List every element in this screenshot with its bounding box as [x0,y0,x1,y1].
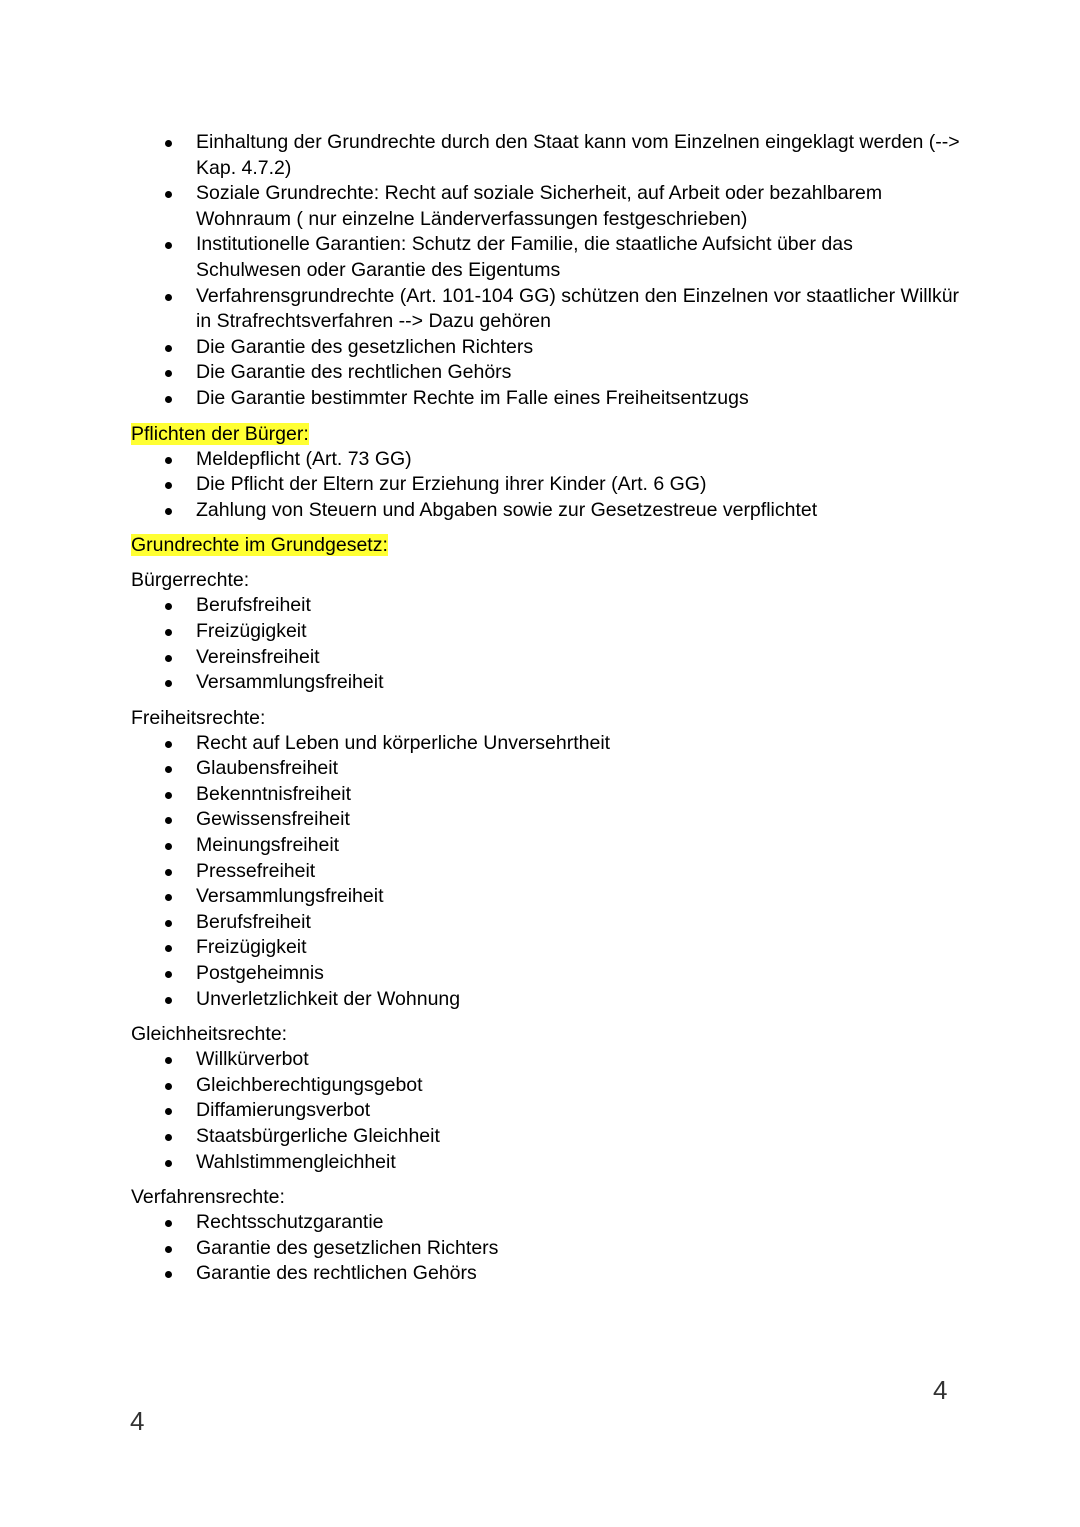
bullet-icon [165,1220,172,1227]
bullet-icon [165,680,172,687]
list-item: Freizügigkeit [131,935,961,961]
bullet-icon [165,603,172,610]
bullet-icon [165,817,172,824]
bullet-icon [165,971,172,978]
list-item: Die Garantie bestimmter Rechte im Falle eines Freiheitsentzugs [131,386,961,412]
bullet-icon [165,894,172,901]
bullet-icon [165,1246,172,1253]
page-number-left: 4 [130,1406,145,1436]
list-item: Einhaltung der Grundrechte durch den Staat kann vom Einzelnen eingeklagt werden (--> Kap. 4.7.2) [131,130,961,181]
procedural-rights-heading: Verfahrensrechte: [131,1186,285,1209]
list-item: Staatsbürgerliche Gleichheit [131,1124,961,1150]
list-item: Versammlungsfreiheit [131,884,961,910]
bullet-icon [165,482,172,489]
freedom-rights-list [131,731,961,1013]
page-number-right: 4 [933,1375,948,1405]
bullet-icon [165,345,172,352]
bullet-icon [165,629,172,636]
list-item: Institutionelle Garantien: Schutz der Familie, die staatliche Aufsicht über das Schulwesen oder Garantie des Eigentums [131,232,961,283]
list-item: Garantie des gesetzlichen Richters [131,1236,961,1262]
list-item: Bekenntnisfreiheit [131,782,961,808]
list-item: Garantie des rechtlichen Gehörs [131,1261,961,1287]
bullet-icon [165,655,172,662]
list-item: Meldepflicht (Art. 73 GG) [131,447,961,473]
bullet-icon [165,457,172,464]
list-item: Soziale Grundrechte: Recht auf soziale Sicherheit, auf Arbeit oder bezahlbarem Wohnraum ( nur einzelne Länderverfassungen festgeschrieben) [131,181,961,232]
equality-rights-list [131,1047,961,1175]
intro-list [131,130,961,412]
equality-rights-heading: Gleichheitsrechte: [131,1023,288,1046]
bullet-icon [165,741,172,748]
list-item: Die Garantie des rechtlichen Gehörs [131,360,961,386]
list-item: Unverletzlichkeit der Wohnung [131,987,961,1013]
list-item: Berufsfreiheit [131,910,961,936]
bullet-icon [165,191,172,198]
citizen-rights-list [131,593,961,695]
list-item: Recht auf Leben und körperliche Unversehrtheit [131,731,961,757]
bullet-icon [165,1083,172,1090]
list-item: Freizügigkeit [131,619,961,645]
list-item: Postgeheimnis [131,961,961,987]
bullet-icon [165,1160,172,1167]
list-item: Willkürverbot [131,1047,961,1073]
page-content [131,130,961,1287]
basic-rights-heading: Grundrechte im Grundgesetz: [131,534,388,557]
bullet-icon [165,766,172,773]
list-item: Vereinsfreiheit [131,645,961,671]
list-item: Die Garantie des gesetzlichen Richters [131,335,961,361]
procedural-rights-list [131,1210,961,1287]
bullet-icon [165,396,172,403]
list-item: Rechtsschutzgarantie [131,1210,961,1236]
list-item: Pressefreiheit [131,859,961,885]
freedom-rights-heading: Freiheitsrechte: [131,706,266,729]
bullet-icon [165,843,172,850]
bullet-icon [165,869,172,876]
list-item: Zahlung von Steuern und Abgaben sowie zur Gesetzestreue verpflichtet [131,498,961,524]
list-item: Die Pflicht der Eltern zur Erziehung ihrer Kinder (Art. 6 GG) [131,472,961,498]
bullet-icon [165,1057,172,1064]
bullet-icon [165,294,172,301]
list-item: Diffamierungsverbot [131,1098,961,1124]
list-item: Gleichberechtigungsgebot [131,1073,961,1099]
list-item: Meinungsfreiheit [131,833,961,859]
bullet-icon [165,920,172,927]
bullet-icon [165,945,172,952]
citizen-rights-heading: Bürgerrechte: [131,569,250,592]
bullet-icon [165,792,172,799]
bullet-icon [165,242,172,249]
list-item: Gewissensfreiheit [131,807,961,833]
duties-list [131,447,961,524]
list-item: Verfahrensgrundrechte (Art. 101-104 GG) schützen den Einzelnen vor staatlicher Willkür in Strafrechtsverfahren --> Dazu gehören [131,284,961,335]
bullet-icon [165,140,172,147]
duties-heading: Pflichten der Bürger: [131,422,309,445]
list-item: Wahlstimmengleichheit [131,1150,961,1176]
bullet-icon [165,1271,172,1278]
bullet-icon [165,997,172,1004]
list-item: Versammlungsfreiheit [131,670,961,696]
list-item: Glaubensfreiheit [131,756,961,782]
list-item: Berufsfreiheit [131,593,961,619]
bullet-icon [165,508,172,515]
bullet-icon [165,370,172,377]
bullet-icon [165,1134,172,1141]
bullet-icon [165,1108,172,1115]
